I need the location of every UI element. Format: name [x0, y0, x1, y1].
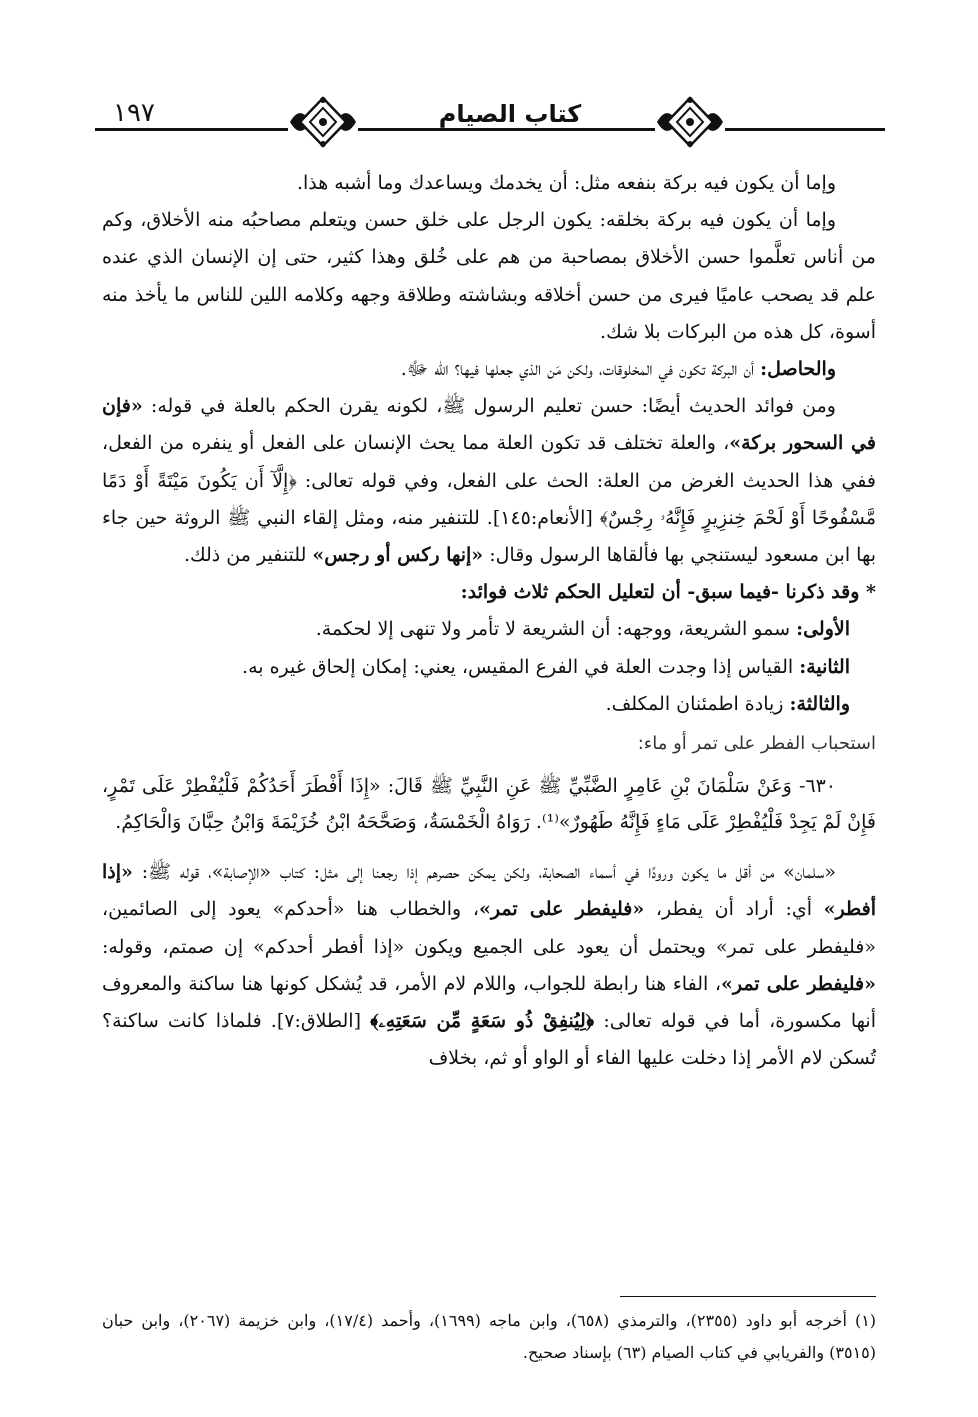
paragraph-benefit-service: وإما أن يكون فيه بركة بنفعه مثل: أن يخدمك ويساعدك وما أشبه هذا.	[296, 172, 836, 194]
conclusion-label: والحاصل:	[760, 358, 836, 381]
benefit-third	[102, 686, 876, 723]
footnote-1: (١) أخرجه أبو داود (٢٣٥٥)، والترمذي (٦٥٨)، وابن ماجه (١٦٩٩)، وأحمد (١٧/٤)، وابن خزيمة (٢٠٦٧)، وابن حبان (٣٥١٥) والفريابي في كتاب الصيام (٦٣) بإسناد صحيح.	[102, 1311, 877, 1362]
spacer	[102, 840, 876, 854]
paragraph-conclusion	[102, 351, 876, 388]
footnote-rule	[620, 1296, 876, 1297]
paragraph-benefit-character: وإما أن يكون فيه بركة بخلقه: يكون الرجل على خلق حسن ويتعلم مصاحبُه منه الأخلاق، وكم من أناس تعلَّموا حسن الأخلاق بمصاحبة من هم على خُلق وهذا كثير، حتى إن الإنسان الذي عنده علم قد يصحب عاميًا فيرى من حسن أخلاقه وبشاشته وطلاقة وجهه وكلامه اللين للناس ما يأخذ منه أسوة، كل هذه من البركات بلا شك.	[102, 209, 876, 343]
benefit-first	[102, 611, 876, 648]
paragraph-three-benefits: * وقد ذكرنا -فيما سبق- أن لتعليل الحكم ثلاث فوائد:	[460, 581, 876, 604]
hadith-text: ٦٣٠- وَعَنْ سَلْمَانَ بْنِ عَامِرٍ الضَّبِّيِّ ﷺ عَنِ النَّبِيِّ ﷺ قَالَ: «إِذَا أَفْطَرَ أَحَدُكُمْ فَلْيُفْطِرْ عَلَى تَمْرٍ، فَإِنْ لَمْ يَجِدْ فَلْيُفْطِرْ عَلَى مَاءٍ فَإِنَّهُ طَهُورٌ»⁽¹⁾. رَوَاهُ الْخَمْسَةُ، وَصَحَّحَهُ ابْنُ خُزَيْمَةَ وَابْنُ حِبَّانَ وَالْحَاكِمُ.	[102, 775, 876, 834]
paragraph-hadith-benefits	[102, 388, 876, 574]
page-header	[95, 88, 885, 154]
benefits-end: للتنفير من ذلك.	[183, 544, 313, 567]
footnotes	[102, 1305, 876, 1369]
commentary-f: . فلماذا كانت ساكنة؟ تُسكن لام الأمر إذا دخلت عليها الفاء أو الواو أو ثم، بخلاف	[102, 1010, 876, 1070]
commentary-d: ، والخطاب هنا «أحدكم» يعود إلى الصائمين، «فليفطر على تمر» ويحتمل أن يعود على الجميع ويكون «إذا أفطر أحدكم» إن صمتم، وقوله:	[102, 898, 876, 958]
quran-reference-anam: [الأنعام:١٤٥]	[492, 506, 600, 529]
benefit-first-label: الأولى:	[796, 618, 850, 641]
body-text	[102, 165, 876, 1077]
section-title: استحباب الفطر على تمر أو ماء:	[637, 733, 876, 755]
benefit-second	[102, 649, 876, 686]
benefit-first-text: سمو الشريعة، ووجهه: أن الشريعة لا تأمر ولا تنهى إلا لحكمة.	[315, 618, 797, 641]
commentary-quote-3: «فليفطر على تمر»	[720, 972, 876, 995]
commentary-c: أي: أراد أن يفطر،	[644, 898, 824, 921]
quran-verse-anam: ﴿إِلَّآ أَن يَكُونَ مَيْتَةً أَوْ دَمًا مَّسْفُوحًا أَوْ لَحْمَ خِنزِيرٍ فَإِنَّهُۥ رِجْسٌ﴾	[102, 469, 877, 529]
ornament-right-icon	[655, 94, 725, 150]
benefits-middle: ، والعلة تختلف قد تكون العلة مما يحث الإنسان على الفعل أو ينفره من الفعل، ففي هذا الحديث الغرض من العلة: الحث على الفعل، وفي قوله تعالى:	[102, 432, 876, 492]
commentary-quote-2: «فليفطر على تمر»	[478, 898, 645, 921]
commentary-e: ، الفاء هنا رابطة للجواب، واللام لام الأمر، قد يُشكل كونها هنا ساكنة والمعروف أنها مكسورة، أما في قوله تعالى:	[102, 972, 877, 1033]
header-rule	[95, 128, 885, 131]
riks-quote: «إنها ركس أو رجس»	[312, 544, 484, 567]
book-title: كتاب الصيام	[438, 100, 582, 128]
quran-reference-talaq: [الطلاق:٧]	[276, 1010, 371, 1033]
benefit-second-text: القياس إذا وجدت العلة في الفرع المقيس، يعني: إمكان إلحاق غيره به.	[242, 655, 800, 678]
benefit-third-text: زيادة اطمئنان المكلف.	[605, 692, 790, 715]
conclusion-text: أن البركة تكون في المخلوقات، ولكن مَن الذي جعلها فيها؟ الله ﷻ.	[400, 358, 761, 381]
benefits-middle-2: . للتنفير منه، ومثل إلقاء النبي ﷺ الروثة حين جاء بها ابن مسعود ليستنجي بها فألقاها الرسول وقال:	[102, 506, 876, 567]
commentary-quote-1: «إذا أفطر»	[102, 861, 876, 921]
benefit-second-label: الثانية:	[799, 655, 850, 678]
suhoor-quote: «فإن في السحور بركة»	[102, 395, 876, 455]
paragraph-commentary	[102, 854, 876, 1077]
ornament-left-icon	[288, 94, 358, 150]
commentary-a: «سلمان» من أقل ما يكون ورودًا في أسماء الصحابة، ولكن يمكن حصرهم إذا رجعنا إلى مثل: كتاب «الإصابة»، قوله ﷺ:	[132, 861, 836, 884]
page-number: ١٩٧	[113, 98, 155, 128]
quran-verse-talaq: ﴿لِيُنفِقْ ذُو سَعَةٍ مِّن سَعَتِهِۦ﴾	[370, 1010, 595, 1033]
benefits-intro: ومن فوائد الحديث أيضًا: حسن تعليم الرسول ﷺ، لكونه يقرن الحكم بالعلة في قوله:	[142, 395, 836, 418]
benefit-third-label: والثالثة:	[789, 692, 850, 715]
